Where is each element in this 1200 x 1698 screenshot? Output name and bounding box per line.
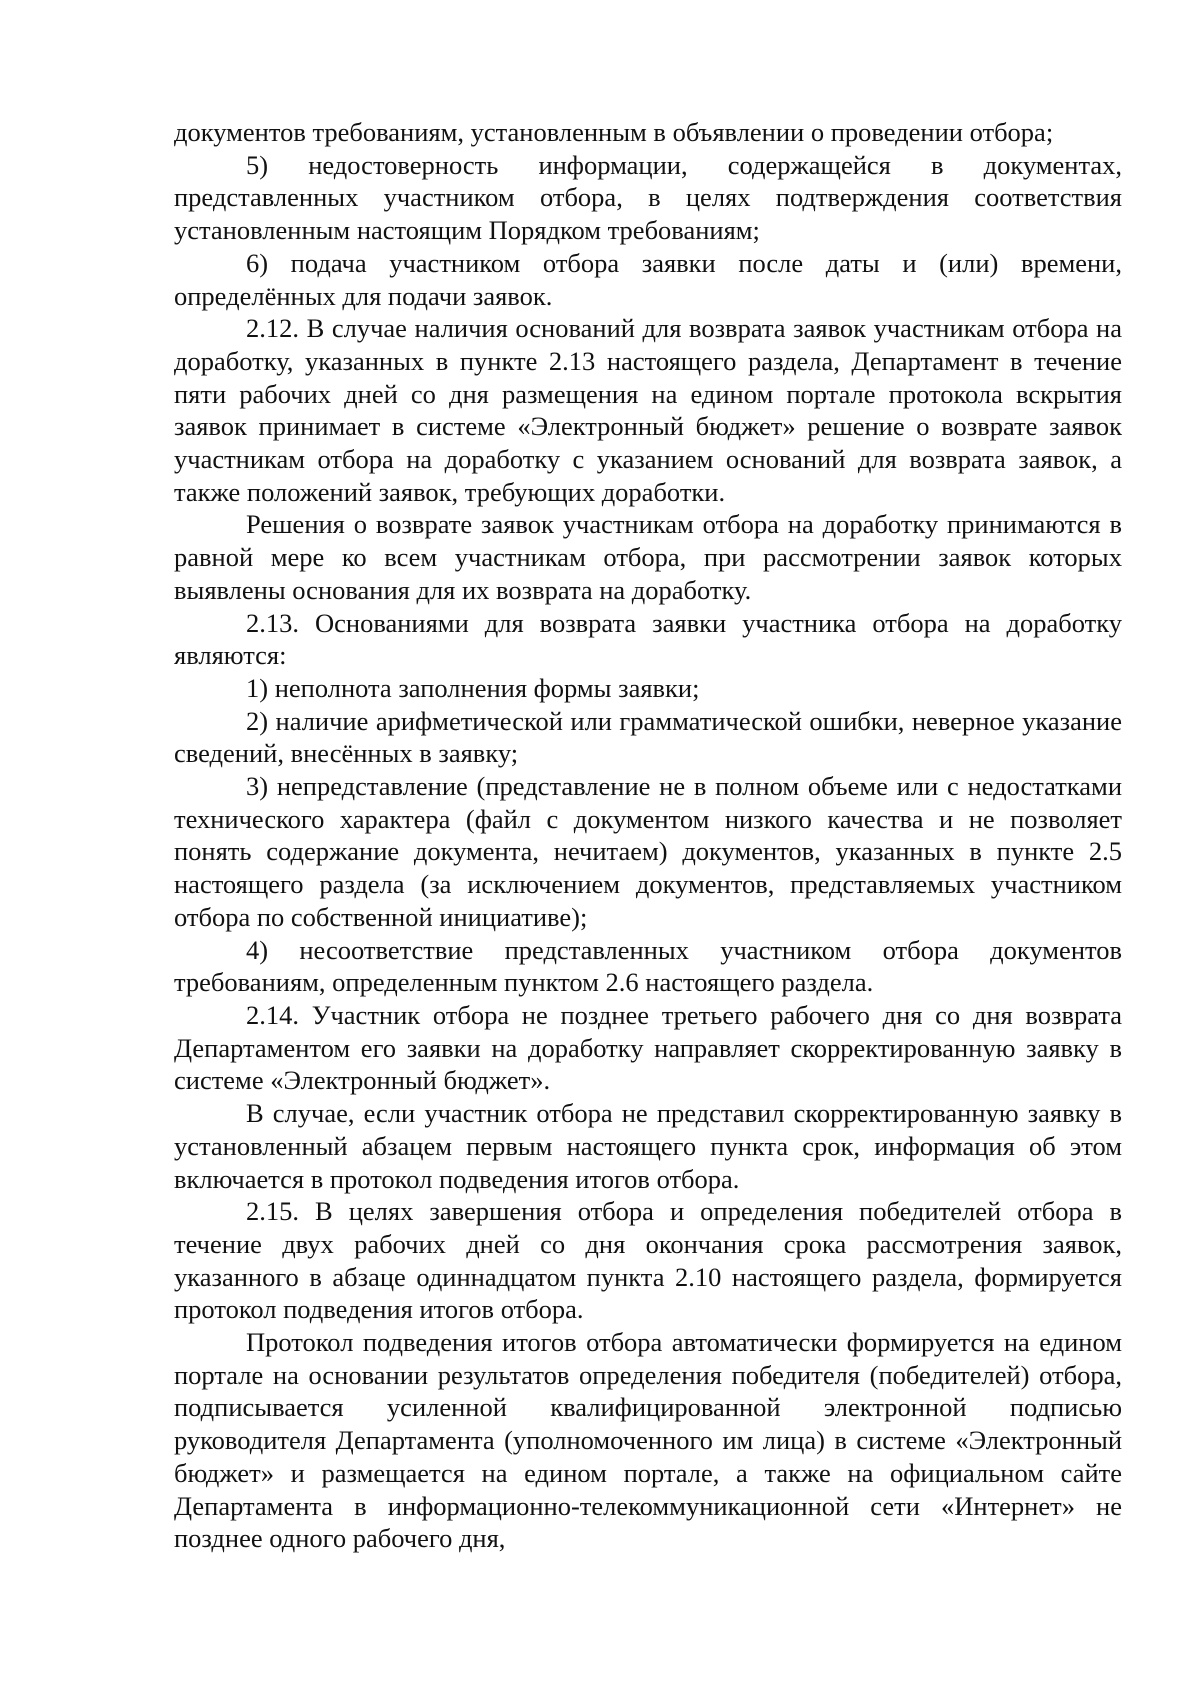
paragraph-clause-2-13: 2.13. Основаниями для возврата заявки участника отбора на доработку являются: [174,607,1122,671]
paragraph-return-decisions: Решения о возврате заявок участникам отбора на доработку принимаются в равной мере ко всем участникам отбора, при рассмотрении заявок которых выявлены основания для их возврата на доработку. [174,509,1122,605]
paragraph-clause-2-12: 2.12. В случае наличия оснований для возврата заявок участникам отбора на доработку, указанных в пункте 2.13 настоящего раздела, Департамент в течение пяти рабочих дней со дня размещения на едином портале протокола вскрытия заявок принимает в системе «Электронный бюджет» решение о возврате заявок участникам отбора на доработку с указанием оснований для возврата заявок, а также положений заявок, требующих доработки. [174,313,1122,507]
paragraph-protocol: Протокол подведения итогов отбора автоматически формируется на едином портале на основании результатов определения победителя (победителей) отбора, подписывается усиленной квалифицированной электронной подписью руководителя Департамента (уполномоченного им лица) в системе «Электронный бюджет» и размещается на едином портале, а также на официальном сайте Департамента в информационно-телекоммуникационной сети «Интернет» не позднее одного рабочего дня, [174,1327,1122,1554]
document-body [174,116,1122,1555]
paragraph-missed-deadline: В случае, если участник отбора не представил скорректированную заявку в установленный абзацем первым настоящего пункта срок, информация об этом включается в протокол подведения итогов отбора. [174,1098,1122,1194]
paragraph-ground-1: 1) неполнота заполнения формы заявки; [246,672,700,703]
paragraph-clause-2-14: 2.14. Участник отбора не позднее третьего рабочего дня со дня возврата Департаментом его заявки на доработку направляет скорректированную заявку в системе «Электронный бюджет». [174,999,1122,1096]
paragraph-clause-2-15: 2.15. В целях завершения отбора и определения победителей отбора в течение двух рабочих дней со дня окончания срока рассмотрения заявок, указанного в абзаце одиннадцатом пункта 2.10 настоящего раздела, формируется протокол подведения итогов отбора. [174,1196,1122,1325]
paragraph-ground-2: 2) наличие арифметической или грамматической ошибки, неверное указание сведений, внесённых в заявку; [174,705,1122,769]
paragraph-item-6: 6) подача участником отбора заявки после даты и (или) времени, определённых для подачи заявок. [174,247,1122,311]
paragraph-item-5: 5) недостоверность информации, содержащейся в документах, представленных участником отбора, в целях подтверждения соответствия установленным настоящим Порядком требованиям; [174,149,1122,246]
paragraph-ground-4: 4) несоответствие представленных участником отбора документов требованиям, определенным пунктом 2.6 настоящего раздела. [174,934,1122,998]
paragraph-ground-3: 3) непредставление (представление не в полном объеме или с недостатками технического характера (файл с документом низкого качества и не позволяет понять содержание документа, нечитаем) документов, указанных в пункте 2.5 настоящего раздела (за исключением документов, представляемых участником отбора по собственной инициативе); [174,771,1122,932]
paragraph-continuation: документов требованиям, установленным в объявлении о проведении отбора; [174,117,1054,147]
